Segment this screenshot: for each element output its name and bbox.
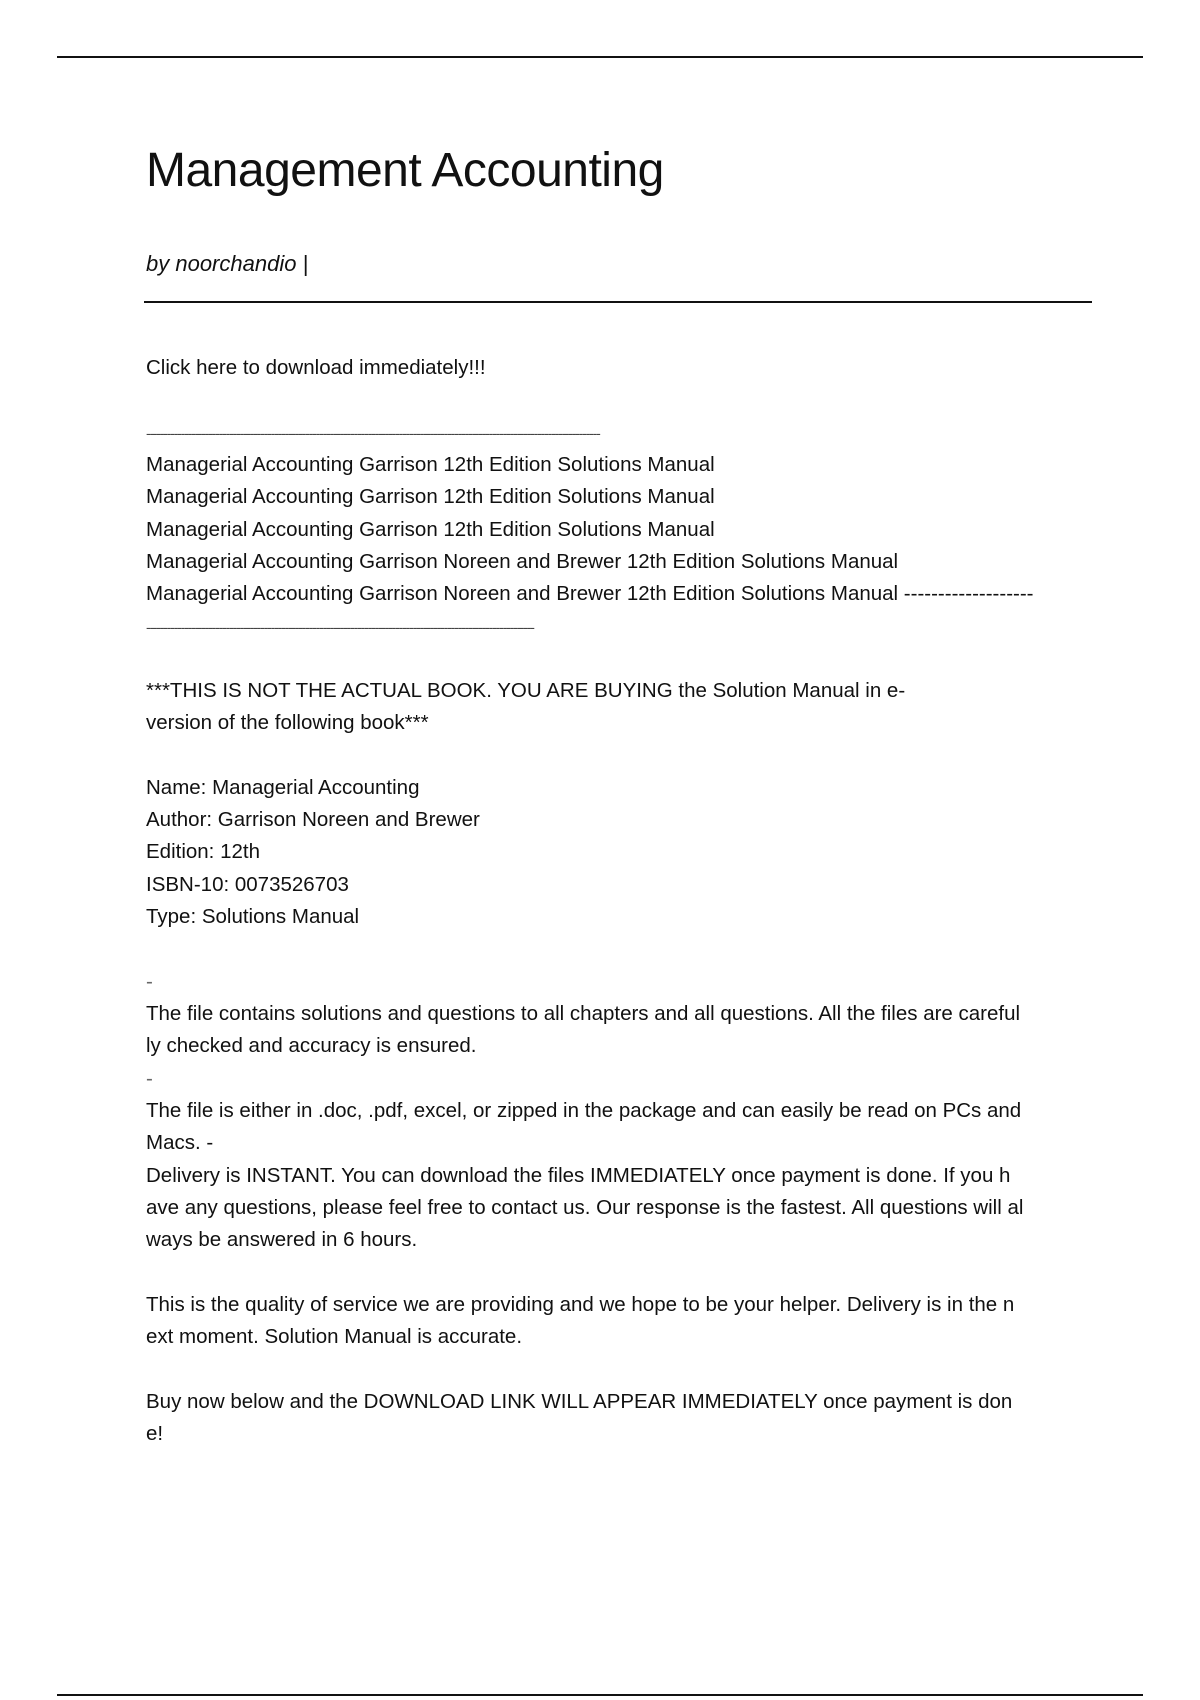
dash-bullet: - bbox=[146, 970, 153, 993]
detail-name: Name: Managerial Accounting bbox=[146, 776, 420, 799]
document-title: Management Accounting bbox=[146, 144, 664, 197]
product-line: Managerial Accounting Garrison 12th Edition Solutions Manual bbox=[146, 518, 715, 541]
detail-type: Type: Solutions Manual bbox=[146, 905, 360, 928]
dash-separator-top: ----------------------------------------------------------------------------------------------------------------------------------- bbox=[146, 425, 600, 441]
notice-text: ***THIS IS NOT THE ACTUAL BOOK. YOU ARE BUYING the Solution Manual in e- bbox=[146, 679, 906, 702]
detail-edition: Edition: 12th bbox=[146, 840, 260, 863]
product-line: Managerial Accounting Garrison 12th Edition Solutions Manual bbox=[146, 485, 715, 508]
file-contains-text: ly checked and accuracy is ensured. bbox=[146, 1034, 477, 1057]
product-line: Managerial Accounting Garrison Noreen and Brewer 12th Edition Solutions Manual bbox=[146, 550, 899, 573]
buy-now-text: Buy now below and the DOWNLOAD LINK WILL APPEAR IMMEDIATELY once payment is don bbox=[146, 1390, 1013, 1413]
detail-author: Author: Garrison Noreen and Brewer bbox=[146, 808, 480, 831]
header-divider bbox=[144, 301, 1092, 303]
dash-bullet: - bbox=[146, 1067, 153, 1090]
page-bottom-rule bbox=[57, 1694, 1143, 1696]
detail-isbn: ISBN-10: 0073526703 bbox=[146, 873, 349, 896]
product-line: Managerial Accounting Garrison Noreen and Brewer 12th Edition Solutions Manual ------------------- bbox=[146, 582, 1034, 605]
file-contains-text: The file contains solutions and questions to all chapters and all questions. All the files are careful bbox=[146, 1002, 1021, 1025]
dash-separator-bottom: ---------------------------------------------------------------------------------------------------------------- bbox=[146, 619, 534, 635]
author-byline: by noorchandio | bbox=[146, 251, 309, 276]
quality-text: This is the quality of service we are providing and we hope to be your helper. Delivery is in the n bbox=[146, 1293, 1015, 1316]
product-line: Managerial Accounting Garrison 12th Edition Solutions Manual bbox=[146, 453, 715, 476]
delivery-text: Delivery is INSTANT. You can download the files IMMEDIATELY once payment is done. If you h bbox=[146, 1164, 1011, 1187]
file-format-text: Macs. - bbox=[146, 1131, 214, 1154]
file-format-text: The file is either in .doc, .pdf, excel, or zipped in the package and can easily be read on PCs and bbox=[146, 1099, 1022, 1122]
notice-text: version of the following book*** bbox=[146, 711, 429, 734]
delivery-text: ave any questions, please feel free to contact us. Our response is the fastest. All questions will al bbox=[146, 1196, 1024, 1219]
page-top-rule bbox=[57, 56, 1143, 58]
buy-now-text: e! bbox=[146, 1422, 164, 1445]
delivery-text: ways be answered in 6 hours. bbox=[146, 1228, 418, 1251]
quality-text: ext moment. Solution Manual is accurate. bbox=[146, 1325, 523, 1348]
download-link[interactable]: Click here to download immediately!!! bbox=[146, 356, 486, 379]
